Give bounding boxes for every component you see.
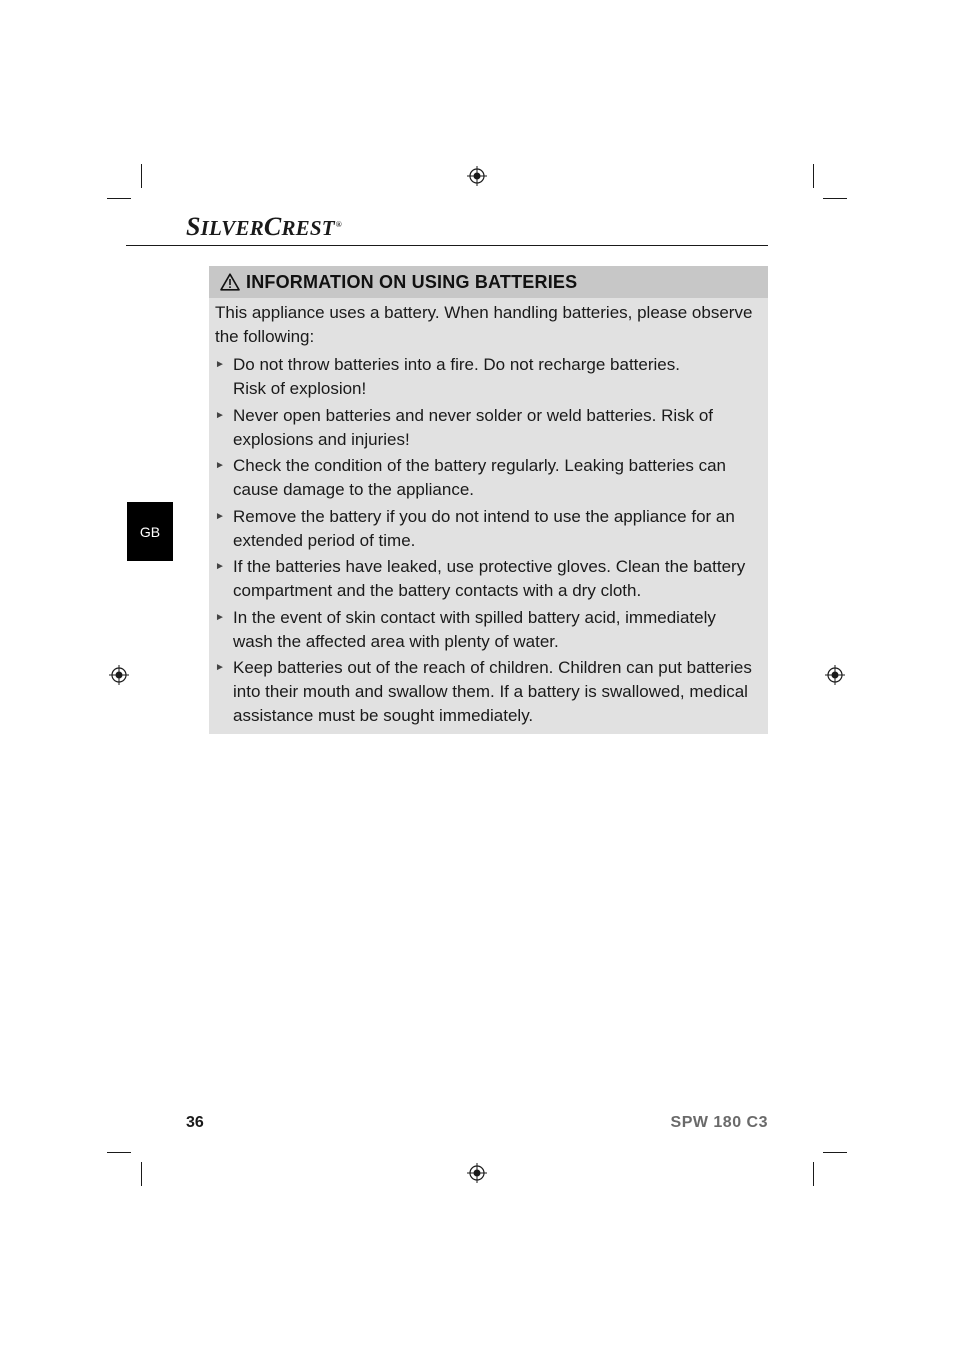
list-item: ► In the event of skin contact with spilled battery acid, immediately wash the affected area with plenty of water. — [215, 607, 716, 651]
crop-mark — [813, 164, 814, 188]
brand-logo: SILVERCREST® — [186, 212, 342, 241]
list-item: ► Keep batteries out of the reach of children. Children can put batteries into their mouth and swallow them. If a battery is swallowed, medical assistance must be sought immediately. — [215, 658, 752, 725]
bullet-arrow-icon: ► — [215, 611, 225, 623]
list-item: ► If the batteries have leaked, use protective gloves. Clean the battery compartment and the battery contacts with a dry cloth. — [215, 557, 746, 600]
list-item: ► Remove the battery if you do not intend to use the appliance for an extended period of time. — [215, 506, 735, 550]
list-item: ► Do not throw batteries into a fire. Do not recharge batteries. Risk of explosion! — [215, 355, 680, 398]
battery-notice-box — [209, 266, 768, 734]
list-item: ► Never open batteries and never solder or weld batteries. Risk of explosions and injuries! — [215, 405, 714, 449]
bullet-arrow-icon: ► — [215, 510, 225, 522]
crop-mark — [823, 1152, 847, 1153]
crop-mark — [823, 198, 847, 199]
header-rule — [126, 245, 768, 246]
bullet-arrow-icon: ► — [215, 662, 225, 673]
model-number: SPW 180 C3 — [670, 1114, 768, 1131]
registration-mark-icon — [109, 665, 129, 685]
crop-mark — [107, 1152, 131, 1153]
language-tab — [127, 502, 173, 561]
page-number: 36 — [186, 1114, 204, 1131]
language-tab-label: GB — [139, 523, 161, 540]
registration-mark-icon — [467, 166, 487, 186]
registration-mark-icon — [467, 1163, 487, 1183]
bullet-arrow-icon: ► — [215, 561, 225, 572]
list-item: ► Check the condition of the battery regularly. Leaking batteries can cause damage to the appliance. — [215, 456, 726, 499]
registration-mark-icon — [825, 665, 845, 685]
crop-mark — [107, 198, 131, 199]
crop-mark — [141, 1162, 142, 1186]
notice-list — [215, 353, 754, 728]
bullet-arrow-icon: ► — [215, 409, 225, 421]
notice-intro: This appliance uses a battery. When handling batteries, please observe the following: — [215, 303, 753, 346]
notice-header — [209, 266, 768, 298]
bullet-arrow-icon: ► — [215, 359, 225, 370]
bullet-arrow-icon: ► — [215, 460, 225, 471]
notice-title: INFORMATION ON USING BATTERIES — [246, 271, 578, 292]
crop-mark — [141, 164, 142, 188]
warning-triangle-icon — [220, 273, 240, 291]
crop-mark — [813, 1162, 814, 1186]
